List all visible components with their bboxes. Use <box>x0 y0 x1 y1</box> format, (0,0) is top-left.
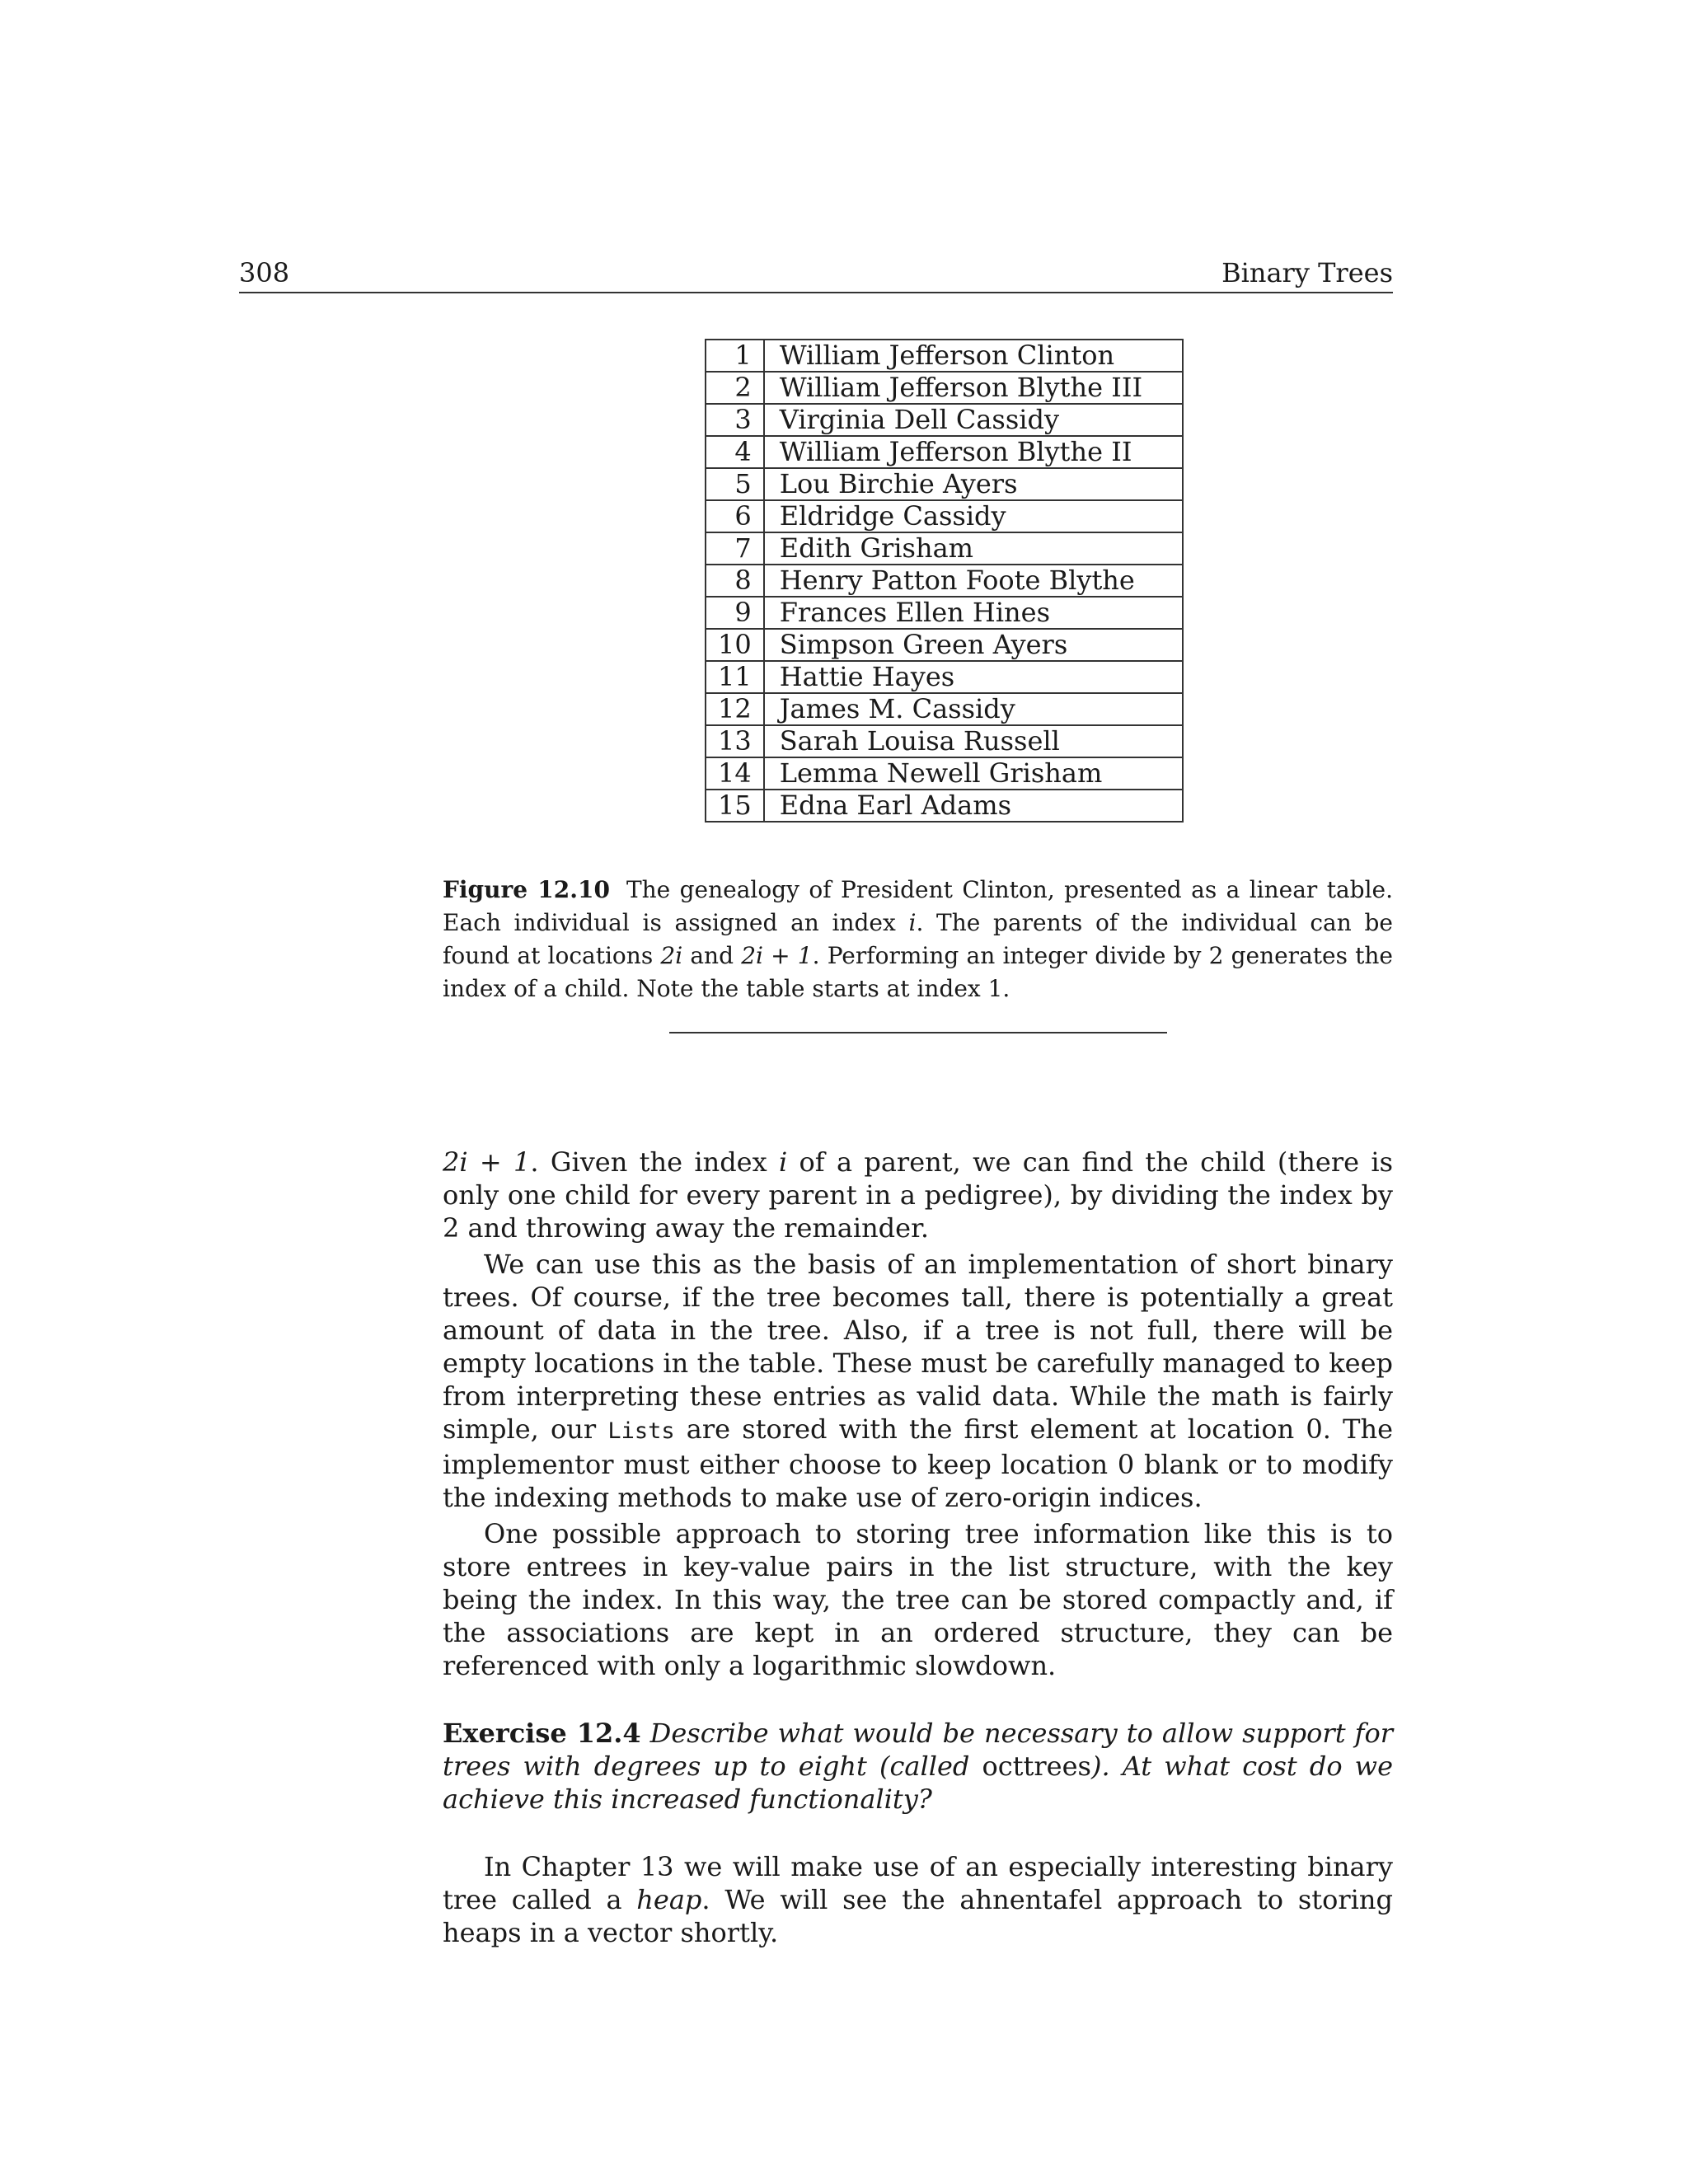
genealogy-table-body <box>706 340 1183 822</box>
row-index: 6 <box>706 500 764 532</box>
row-name: Edna Earl Adams <box>764 790 1183 822</box>
table-row <box>706 790 1183 822</box>
paragraph-text: are stored with the first element at location 0. The implementor must either choose to keep location 0 blank or to modify the indexing methods to make use of zero-origin indices. <box>443 1413 1394 1513</box>
table-row <box>706 757 1183 790</box>
row-name: Hattie Hayes <box>764 661 1183 693</box>
page-number: 308 <box>239 257 290 288</box>
row-name: James M. Cassidy <box>764 693 1183 725</box>
row-index: 1 <box>706 340 764 372</box>
table-row <box>706 597 1183 629</box>
running-header <box>239 254 1393 293</box>
row-index: 10 <box>706 629 764 661</box>
paragraph-text: of a parent, we can find the child (there is only one child for every parent in a pedigree), by dividing the index by 2 and throwing away the remainder. <box>443 1146 1394 1244</box>
genealogy-table <box>705 339 1184 823</box>
exercise-text-part: ). At what cost do we achieve this increased functionality? <box>443 1750 1394 1815</box>
table-row <box>706 661 1183 693</box>
table-row <box>706 436 1183 468</box>
running-title: Binary Trees <box>1221 257 1393 288</box>
row-name: Lou Birchie Ayers <box>764 468 1183 500</box>
row-name: Edith Grisham <box>764 532 1183 565</box>
caption-text: . Performing an integer divide by 2 generates the index of a child. Note the table starts at index 1. <box>443 942 1393 1002</box>
math-i: i <box>778 1146 788 1178</box>
row-index: 5 <box>706 468 764 500</box>
caption-math-i: i <box>908 909 917 936</box>
row-index: 8 <box>706 565 764 597</box>
caption-math-2i-plus-1: 2i + 1 <box>741 942 813 969</box>
table-row <box>706 565 1183 597</box>
caption-text: The genealogy of President Clinton, presented as a linear table. Each individual is assigned an index <box>443 876 1393 936</box>
table-row <box>706 340 1183 372</box>
exercise-term: octtrees <box>982 1750 1091 1782</box>
row-index: 3 <box>706 404 764 436</box>
figure-label: Figure 12.10 <box>443 876 610 903</box>
row-index: 9 <box>706 597 764 629</box>
table-row <box>706 468 1183 500</box>
exercise-label: Exercise 12.4 <box>443 1718 641 1749</box>
row-name: Simpson Green Ayers <box>764 629 1183 661</box>
caption-divider <box>669 1032 1167 1033</box>
row-name: William Jefferson Blythe III <box>764 372 1183 404</box>
table-row <box>706 404 1183 436</box>
paragraph: One possible approach to storing tree information like this is to store entrees in key-value pairs in the list structure, with the key being the index. In this way, the tree can be stored compactly and, if the associations are kept in an ordered structure, they can be referenced with only a logarithmic slowdown. <box>443 1518 1393 1681</box>
paragraph-text: In Chapter 13 we will make use of an especially interesting binary tree called a <box>443 1851 1393 1915</box>
caption-text: . The parents of the individual can be found at locations <box>443 909 1393 969</box>
row-name: Eldridge Cassidy <box>764 500 1183 532</box>
table-row <box>706 500 1183 532</box>
row-name: Henry Patton Foote Blythe <box>764 565 1183 597</box>
paragraph-text: . Given the index <box>530 1146 779 1178</box>
row-index: 11 <box>706 661 764 693</box>
table-row <box>706 372 1183 404</box>
paragraph <box>443 1248 1393 1514</box>
row-index: 2 <box>706 372 764 404</box>
row-index: 12 <box>706 693 764 725</box>
exercise-text-part: Describe what would be necessary to allow support for trees with degrees up to eight (called <box>443 1718 1394 1782</box>
paragraph-text: We can use this as the basis of an implementation of short binary trees. Of course, if the tree becomes tall, there is potentially a great amount of data in the tree. Also, if a tree is not full, there will be empty locations in the table. These must be carefully managed to keep from interpreting these entries as valid data. While the math is fairly simple, our <box>443 1249 1393 1445</box>
emphasis-heap: heap <box>636 1884 702 1915</box>
exercise <box>443 1717 1393 1816</box>
paragraph-text: . We will see the ahnentafel approach to storing heaps in a vector shortly. <box>443 1884 1394 1948</box>
paragraph <box>443 1850 1393 1949</box>
row-name: Lemma Newell Grisham <box>764 757 1183 790</box>
body-text <box>443 1146 1393 1949</box>
row-index: 14 <box>706 757 764 790</box>
table-row <box>706 725 1183 757</box>
row-index: 15 <box>706 790 764 822</box>
row-index: 4 <box>706 436 764 468</box>
row-name: William Jefferson Blythe II <box>764 436 1183 468</box>
table-row <box>706 629 1183 661</box>
table-row <box>706 532 1183 565</box>
caption-math-2i: 2i <box>660 942 683 969</box>
row-index: 7 <box>706 532 764 565</box>
row-name: Virginia Dell Cassidy <box>764 404 1183 436</box>
row-name: Frances Ellen Hines <box>764 597 1183 629</box>
math-2i-plus-1: 2i + 1 <box>443 1146 531 1178</box>
code-lists: Lists <box>607 1418 675 1444</box>
paragraph <box>443 1146 1393 1244</box>
row-name: Sarah Louisa Russell <box>764 725 1183 757</box>
row-name: William Jefferson Clinton <box>764 340 1183 372</box>
caption-text: and <box>682 942 742 969</box>
table-row <box>706 693 1183 725</box>
figure-caption <box>443 874 1393 1005</box>
row-index: 13 <box>706 725 764 757</box>
